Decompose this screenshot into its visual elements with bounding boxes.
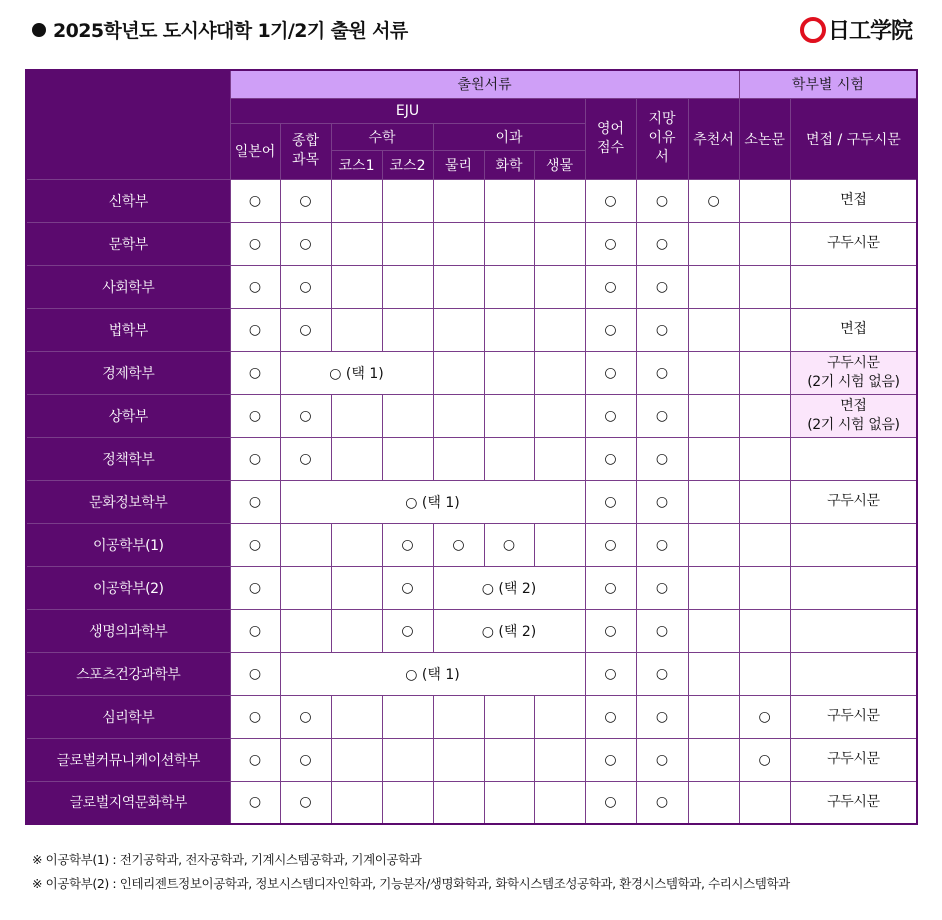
cell-japanese: ○	[230, 179, 280, 222]
cell-english: ○	[585, 695, 636, 738]
cell-course1	[331, 609, 382, 652]
row-header: 이공학부(2)	[26, 566, 230, 609]
cell-motivation: ○	[636, 480, 688, 523]
cell-essay	[739, 480, 790, 523]
cell-interview	[790, 609, 917, 652]
cell-interview	[790, 394, 917, 437]
cell-interview: 구두시문	[790, 480, 917, 523]
interview-note: (2기 시험 없음)	[807, 416, 900, 433]
table-row	[26, 523, 917, 566]
cell-japanese: ○	[230, 308, 280, 351]
cell-general: ○	[280, 179, 331, 222]
cell-motivation: ○	[636, 394, 688, 437]
cell-english: ○	[585, 523, 636, 566]
cell-english: ○	[585, 781, 636, 824]
cell-general	[280, 523, 331, 566]
cell-essay	[739, 437, 790, 480]
cell-recommendation	[688, 566, 739, 609]
cell-biology	[534, 179, 585, 222]
table-row	[26, 351, 917, 394]
col-header-physics: 물리	[433, 150, 484, 179]
cell-motivation: ○	[636, 222, 688, 265]
cell-essay	[739, 523, 790, 566]
table-row	[26, 781, 917, 824]
cell-course2	[382, 394, 433, 437]
cell-interview	[790, 351, 917, 394]
row-header: 글로벌지역문화학부	[26, 781, 230, 824]
cell-physics	[433, 695, 484, 738]
cell-english: ○	[585, 394, 636, 437]
col-header-course2: 코스2	[382, 150, 433, 179]
cell-course1	[331, 308, 382, 351]
cell-recommendation	[688, 609, 739, 652]
cell-course2	[382, 695, 433, 738]
cell-english: ○	[585, 351, 636, 394]
col-header-course1: 코스1	[331, 150, 382, 179]
col-header-motivation: 지망 이유서	[636, 98, 688, 179]
cell-course2	[382, 179, 433, 222]
cell-interview: 면접	[790, 179, 917, 222]
cell-course2	[382, 437, 433, 480]
cell-biology	[534, 222, 585, 265]
cell-biology	[534, 781, 585, 824]
cell-japanese: ○	[230, 351, 280, 394]
cell-biology	[534, 523, 585, 566]
cell-course2	[382, 222, 433, 265]
cell-english: ○	[585, 738, 636, 781]
table-row	[26, 480, 917, 523]
cell-course1	[331, 265, 382, 308]
cell-english: ○	[585, 652, 636, 695]
footnote-item: ※ 이공학부(2) : 인테리젠트정보이공학과, 정보시스템디자인학과, 기능분자/생명화학과, 화학시스템조성공학과, 환경시스템학과, 수리시스템학과	[32, 876, 790, 891]
cell-chemistry	[484, 394, 534, 437]
cell-course1	[331, 566, 382, 609]
col-header-japanese: 일본어	[230, 123, 280, 179]
cell-interview: 구두시문	[790, 738, 917, 781]
cell-general	[280, 566, 331, 609]
cell-chemistry	[484, 222, 534, 265]
cell-english: ○	[585, 566, 636, 609]
cell-physics	[433, 308, 484, 351]
cell-physics	[433, 265, 484, 308]
cell-course2	[382, 738, 433, 781]
cell-recommendation	[688, 351, 739, 394]
cell-general: ○	[280, 222, 331, 265]
cell-english: ○	[585, 179, 636, 222]
cell-interview	[790, 265, 917, 308]
cell-essay	[739, 308, 790, 351]
cell-interview	[790, 566, 917, 609]
cell-recommendation	[688, 695, 739, 738]
cell-motivation: ○	[636, 566, 688, 609]
cell-motivation: ○	[636, 781, 688, 824]
footnotes	[32, 848, 790, 896]
cell-essay: ○	[739, 695, 790, 738]
cell-japanese: ○	[230, 523, 280, 566]
cell-recommendation	[688, 308, 739, 351]
interview-note: (2기 시험 없음)	[807, 373, 900, 390]
cell-japanese: ○	[230, 695, 280, 738]
cell-essay	[739, 222, 790, 265]
cell-chemistry	[484, 308, 534, 351]
cell-general: ○	[280, 781, 331, 824]
cell-motivation: ○	[636, 652, 688, 695]
cell-motivation: ○	[636, 179, 688, 222]
cell-recommendation	[688, 652, 739, 695]
cell-physics: ○	[433, 523, 484, 566]
cell-general: ○	[280, 308, 331, 351]
cell-japanese: ○	[230, 609, 280, 652]
row-header: 사회학부	[26, 265, 230, 308]
group-header-documents: 출원서류	[230, 70, 739, 98]
cell-recommendation	[688, 738, 739, 781]
cell-english: ○	[585, 222, 636, 265]
cell-interview	[790, 652, 917, 695]
cell-chemistry	[484, 738, 534, 781]
cell-physics	[433, 781, 484, 824]
cell-physics	[433, 394, 484, 437]
cell-biology	[534, 738, 585, 781]
cell-japanese: ○	[230, 265, 280, 308]
cell-course1	[331, 781, 382, 824]
page-title	[32, 16, 408, 43]
table-row	[26, 609, 917, 652]
cell-recommendation	[688, 437, 739, 480]
cell-course1	[331, 179, 382, 222]
cell-essay: ○	[739, 738, 790, 781]
cell-japanese: ○	[230, 437, 280, 480]
cell-recommendation	[688, 222, 739, 265]
cell-chemistry	[484, 437, 534, 480]
col-header-general: 종합 과목	[280, 123, 331, 179]
col-header-essay: 소논문	[739, 98, 790, 179]
row-header: 이공학부(1)	[26, 523, 230, 566]
cell-english: ○	[585, 609, 636, 652]
row-header: 신학부	[26, 179, 230, 222]
cell-essay	[739, 609, 790, 652]
cell-biology	[534, 308, 585, 351]
cell-course2	[382, 265, 433, 308]
cell-science-choice: ○ (택 2)	[433, 566, 585, 609]
page-header	[32, 14, 912, 44]
cell-general: ○	[280, 738, 331, 781]
table-row	[26, 308, 917, 351]
table-row	[26, 394, 917, 437]
page-title-text: 2025학년도 도시샤대학 1기/2기 출원 서류	[53, 20, 408, 42]
cell-science-choice: ○ (택 2)	[433, 609, 585, 652]
cell-english: ○	[585, 308, 636, 351]
logo	[800, 14, 912, 45]
row-header: 문화정보학부	[26, 480, 230, 523]
cell-motivation: ○	[636, 695, 688, 738]
bullet-icon	[32, 23, 46, 37]
table-row	[26, 566, 917, 609]
cell-course1	[331, 222, 382, 265]
cell-interview: 구두시문	[790, 222, 917, 265]
cell-chemistry	[484, 695, 534, 738]
cell-choice: ○ (택 1)	[280, 652, 585, 695]
row-header: 정책학부	[26, 437, 230, 480]
cell-essay	[739, 652, 790, 695]
cell-course2: ○	[382, 523, 433, 566]
cell-biology	[534, 394, 585, 437]
cell-chemistry	[484, 265, 534, 308]
cell-course2	[382, 308, 433, 351]
table-row	[26, 695, 917, 738]
cell-recommendation	[688, 265, 739, 308]
cell-motivation: ○	[636, 265, 688, 308]
cell-course1	[331, 394, 382, 437]
cell-motivation: ○	[636, 351, 688, 394]
cell-biology	[534, 437, 585, 480]
cell-english: ○	[585, 265, 636, 308]
row-header: 스포츠건강과학부	[26, 652, 230, 695]
group-header-math: 수학	[331, 123, 433, 150]
cell-chemistry: ○	[484, 523, 534, 566]
cell-motivation: ○	[636, 609, 688, 652]
cell-japanese: ○	[230, 738, 280, 781]
cell-general: ○	[280, 265, 331, 308]
cell-biology	[534, 695, 585, 738]
cell-essay	[739, 265, 790, 308]
row-header: 법학부	[26, 308, 230, 351]
document-requirements-table	[25, 69, 918, 825]
cell-japanese: ○	[230, 566, 280, 609]
cell-chemistry	[484, 781, 534, 824]
table-row	[26, 738, 917, 781]
cell-course1	[331, 437, 382, 480]
cell-course1	[331, 523, 382, 566]
interview-text: 구두시문	[827, 354, 880, 371]
cell-physics	[433, 738, 484, 781]
row-header: 경제학부	[26, 351, 230, 394]
cell-biology	[534, 351, 585, 394]
corner-header	[26, 70, 230, 179]
row-header: 문학부	[26, 222, 230, 265]
cell-physics	[433, 437, 484, 480]
row-header: 글로벌커뮤니케이션학부	[26, 738, 230, 781]
cell-japanese: ○	[230, 222, 280, 265]
cell-choice: ○ (택 1)	[280, 480, 585, 523]
cell-interview	[790, 523, 917, 566]
cell-interview: 구두시문	[790, 695, 917, 738]
cell-english: ○	[585, 437, 636, 480]
footnote-item: ※ 이공학부(1) : 전기공학과, 전자공학과, 기계시스템공학과, 기계이공학과	[32, 852, 422, 867]
cell-motivation: ○	[636, 738, 688, 781]
cell-essay	[739, 351, 790, 394]
cell-course2: ○	[382, 609, 433, 652]
table-row	[26, 179, 917, 222]
group-header-exams: 학부별 시험	[739, 70, 917, 98]
col-header-interview: 면접 / 구두시문	[790, 98, 917, 179]
cell-physics	[433, 222, 484, 265]
cell-japanese: ○	[230, 394, 280, 437]
cell-motivation: ○	[636, 523, 688, 566]
cell-chemistry	[484, 179, 534, 222]
logo-ring-icon	[800, 17, 826, 43]
cell-essay	[739, 179, 790, 222]
table-row	[26, 222, 917, 265]
cell-japanese: ○	[230, 480, 280, 523]
table-row	[26, 265, 917, 308]
cell-japanese: ○	[230, 652, 280, 695]
group-header-eju: EJU	[230, 98, 585, 123]
cell-course1	[331, 695, 382, 738]
cell-essay	[739, 566, 790, 609]
cell-general: ○	[280, 394, 331, 437]
group-header-science: 이과	[433, 123, 585, 150]
col-header-english: 영어 점수	[585, 98, 636, 179]
cell-recommendation	[688, 781, 739, 824]
cell-course2: ○	[382, 566, 433, 609]
cell-general	[280, 609, 331, 652]
col-header-recommendation: 추천서	[688, 98, 739, 179]
cell-interview: 면접	[790, 308, 917, 351]
cell-motivation: ○	[636, 437, 688, 480]
cell-recommendation: ○	[688, 179, 739, 222]
col-header-chemistry: 화학	[484, 150, 534, 179]
col-header-biology: 생물	[534, 150, 585, 179]
cell-essay	[739, 394, 790, 437]
cell-english: ○	[585, 480, 636, 523]
row-header: 생명의과학부	[26, 609, 230, 652]
cell-physics	[433, 179, 484, 222]
cell-interview	[790, 437, 917, 480]
cell-chemistry	[484, 351, 534, 394]
cell-recommendation	[688, 394, 739, 437]
cell-interview: 구두시문	[790, 781, 917, 824]
table-row	[26, 652, 917, 695]
cell-motivation: ○	[636, 308, 688, 351]
cell-general: ○	[280, 437, 331, 480]
cell-recommendation	[688, 523, 739, 566]
cell-japanese: ○	[230, 781, 280, 824]
interview-text: 면접	[840, 397, 867, 414]
cell-choice: ○ (택 1)	[280, 351, 433, 394]
cell-recommendation	[688, 480, 739, 523]
cell-course1	[331, 738, 382, 781]
table-row	[26, 437, 917, 480]
cell-essay	[739, 781, 790, 824]
cell-general: ○	[280, 695, 331, 738]
row-header: 심리학부	[26, 695, 230, 738]
cell-physics	[433, 351, 484, 394]
row-header: 상학부	[26, 394, 230, 437]
cell-course2	[382, 781, 433, 824]
cell-biology	[534, 265, 585, 308]
logo-text: 日工学院	[827, 19, 912, 44]
